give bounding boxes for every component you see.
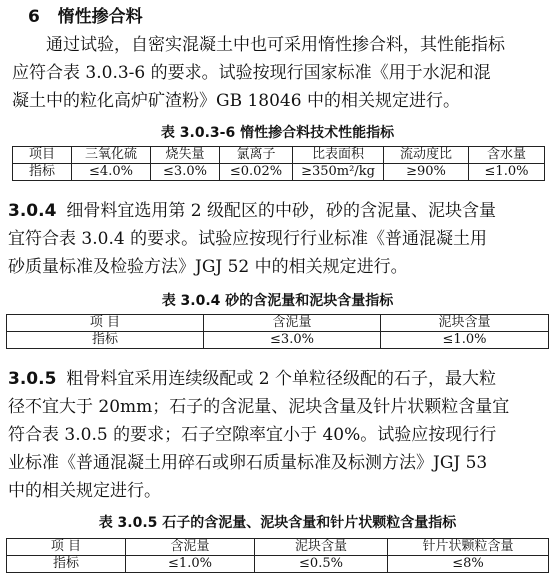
table-row [7,556,549,573]
paragraph-line: 凝土中的粒化高炉矿渣粉》GB 18046 中的相关规定进行。 [12,91,460,111]
table-header-row [7,315,549,332]
paragraph-line: 径不宜大于 20mm；石子的含泥量、泥块含量及针片状颗粒含量宜 [8,397,510,417]
table-header-cell: 烧失量 [151,147,220,164]
table-header-cell: 流动度比 [384,147,469,164]
table-header-cell: 项目 [13,147,72,164]
paragraph-line: 砂质量标准及检验方法》JGJ 52 中的相关规定进行。 [8,257,408,277]
paragraph-line: 中的相关规定进行。 [8,481,161,501]
paragraph-line: 细骨料宜选用第 2 级配区的中砂，砂的含泥量、泥块含量 [66,201,497,221]
table-header-cell: 泥块含量 [255,539,388,556]
table-header-row [7,539,549,556]
table-cell: ≤1.0% [126,556,255,573]
clause-first-line [8,368,496,390]
table-header-row [13,147,545,164]
table-cell: ≤8% [388,556,549,573]
table-cell: ≤3.0% [151,164,220,181]
table-header-cell: 三氧化硫 [72,147,151,164]
paragraph-line: 粗骨料宜采用连续级配或 2 个单粒径级配的石子，最大粒 [66,369,497,389]
table-cell: ≤0.5% [255,556,388,573]
table-cell: ≤4.0% [72,164,151,181]
table-row [7,332,549,349]
table-header-cell: 氯离子 [220,147,293,164]
paragraph-line: 应符合表 3.0.3-6 的要求。试验按现行国家标准《用于水泥和混 [12,63,491,83]
table-header-cell: 含泥量 [204,315,381,332]
clause-number: 3.0.4 [8,201,57,221]
table-header-cell: 项 目 [7,315,204,332]
section-heading [28,6,143,28]
table-cell: 指标 [7,332,204,349]
data-table [6,538,549,573]
table-cell: 指标 [7,556,126,573]
table-caption: 表 3.0.5 石子的含泥量、泥块含量和针片状颗粒含量指标 [98,515,457,531]
section-title: 惰性掺合料 [57,7,143,27]
table-cell: ≥90% [384,164,469,181]
section-number: 6 [28,7,40,27]
clause-number: 3.0.5 [8,369,57,389]
table-cell: ≥350m²/kg [293,164,384,181]
table-header-cell: 泥块含量 [381,315,549,332]
table-header-cell: 项 目 [7,539,126,556]
table-cell: ≤1.0% [381,332,549,349]
paragraph-line: 符合表 3.0.5 的要求；石子空隙率宜小于 40%。试验应按现行行 [8,425,497,445]
table-cell: ≤0.02% [220,164,293,181]
table-cell: ≤1.0% [469,164,545,181]
table-header-cell: 比表面积 [293,147,384,164]
table-row [13,164,545,181]
table-header-cell: 含水量 [469,147,545,164]
table-cell: ≤3.0% [204,332,381,349]
table-caption: 表 3.0.3-6 惰性掺合料技术性能指标 [160,125,395,141]
table-cell: 指标 [13,164,72,181]
data-table [6,314,549,349]
data-table [12,146,545,181]
table-caption: 表 3.0.4 砂的含泥量和泥块含量指标 [161,293,394,309]
table-header-cell: 针片状颗粒含量 [388,539,549,556]
table-header-cell: 含泥量 [126,539,255,556]
clause-first-line [8,200,496,222]
paragraph-line: 业标准《普通混凝土用碎石或卵石质量标准及标测方法》JGJ 53 [8,453,488,473]
paragraph-line: 宜符合表 3.0.4 的要求。试验应按现行行业标准《普通混凝土用 [8,229,488,249]
paragraph-line: 通过试验，自密实混凝土中也可采用惰性掺合料，其性能指标 [46,35,505,55]
